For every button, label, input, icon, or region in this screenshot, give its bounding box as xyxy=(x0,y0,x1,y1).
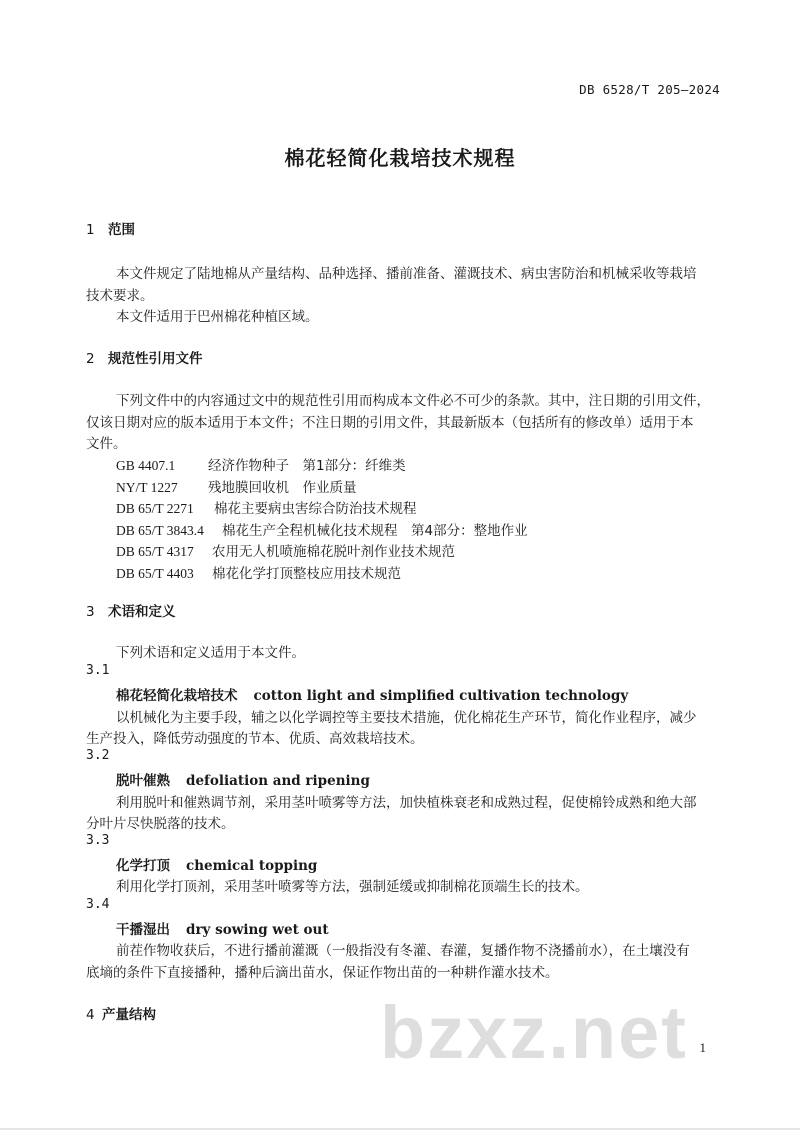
term-zh: 脱叶催熟 xyxy=(116,773,170,789)
reference-title: 棉花主要病虫害综合防治技术规程 xyxy=(214,501,417,517)
reference-code: DB 65/T 4317 xyxy=(116,544,194,559)
reference-code: DB 65/T 4403 xyxy=(116,566,194,581)
term-number: 3.3 xyxy=(86,833,110,848)
term-number: 3.2 xyxy=(86,748,110,763)
reference-code: DB 65/T 3843.4 xyxy=(116,523,204,538)
term-definition: 分叶片尽快脱落的技术。 xyxy=(86,816,235,832)
paragraph: 下列文件中的内容通过文中的规范性引用而构成本文件必不可少的条款。其中，注日期的引用文件， xyxy=(116,393,710,409)
section-number: 4 xyxy=(86,1007,95,1023)
reference-code: GB 4407.1 xyxy=(116,458,176,473)
paragraph: 本文件规定了陆地棉从产量结构、品种选择、播前准备、灌溉技术、病虫害防治和机械采收等栽培 xyxy=(116,266,697,282)
term-zh: 化学打顶 xyxy=(116,858,170,874)
section-number: 2 xyxy=(86,351,95,367)
paragraph: 仅该日期对应的版本适用于本文件；不注日期的引用文件，其最新版本（包括所有的修改单）适用于本 xyxy=(86,415,694,431)
section-2-heading xyxy=(86,347,203,367)
term-definition: 以机械化为主要手段，辅之以化学调控等主要技术措施，优化棉花生产环节，简化作业程序，减少 xyxy=(116,710,697,726)
section-4-heading xyxy=(86,1003,156,1023)
term-en: chemical topping xyxy=(186,858,318,874)
reference-title: 棉花化学打顶整枝应用技术规范 xyxy=(212,566,401,582)
term-zh: 干播湿出 xyxy=(116,922,170,938)
section-3-heading xyxy=(86,600,176,620)
paragraph: 本文件适用于巴州棉花种植区域。 xyxy=(116,309,319,325)
reference-title: 残地膜回收机 作业质量 xyxy=(208,480,357,496)
paragraph: 文件。 xyxy=(86,436,127,452)
term-definition: 利用化学打顶剂，采用茎叶喷雾等方法，强制延缓或抑制棉花顶端生长的技术。 xyxy=(116,879,589,895)
reference-item xyxy=(116,562,401,582)
paragraph: 下列术语和定义适用于本文件。 xyxy=(116,645,305,661)
term-heading xyxy=(116,769,370,789)
term-zh: 棉花轻简化栽培技术 xyxy=(116,688,238,704)
reference-code: NY/T 1227 xyxy=(116,480,178,495)
reference-title: 经济作物种子 第1部分：纤维类 xyxy=(208,458,406,474)
term-definition: 利用脱叶和催熟调节剂，采用茎叶喷雾等方法，加快植株衰老和成熟过程，促使棉铃成熟和绝大部 xyxy=(116,795,697,811)
page-bottom-edge xyxy=(0,1128,800,1130)
term-definition: 生产投入，降低劳动强度的节本、优质、高效栽培技术。 xyxy=(86,731,424,747)
section-title: 范围 xyxy=(108,222,135,238)
reference-item xyxy=(116,497,417,517)
term-heading xyxy=(116,684,628,704)
paragraph: 技术要求。 xyxy=(86,288,154,304)
section-number: 1 xyxy=(86,222,95,238)
section-title: 术语和定义 xyxy=(108,604,176,620)
section-title: 产量结构 xyxy=(102,1007,156,1023)
term-en: cotton light and simplified cultivation technology xyxy=(253,688,629,704)
term-definition: 底墒的条件下直接播种，播种后滴出苗水，保证作物出苗的一种耕作灌水技术。 xyxy=(86,965,559,981)
document-title: 棉花轻简化栽培技术规程 xyxy=(284,146,516,170)
reference-title: 棉花生产全程机械化技术规程 第4部分：整地作业 xyxy=(222,523,528,539)
watermark-logo: bzxz.net xyxy=(380,991,688,1074)
section-1-heading xyxy=(86,218,135,238)
term-en: dry sowing wet out xyxy=(186,922,329,938)
reference-code: DB 65/T 2271 xyxy=(116,501,194,516)
term-heading xyxy=(116,854,317,874)
reference-item xyxy=(116,454,406,474)
page-number: 1 xyxy=(699,1040,706,1055)
reference-item xyxy=(116,540,455,560)
term-en: defoliation and ripening xyxy=(186,773,370,789)
section-number: 3 xyxy=(86,604,95,620)
term-number: 3.1 xyxy=(86,663,110,678)
reference-item xyxy=(116,476,357,496)
term-heading xyxy=(116,918,329,938)
document-code: DB 6528/T 205—2024 xyxy=(579,82,720,97)
section-title: 规范性引用文件 xyxy=(108,351,203,367)
reference-item xyxy=(116,519,528,539)
term-definition: 前茬作物收获后，不进行播前灌溉（一般指没有冬灌、春灌，复播作物不浇播前水），在土壤没有 xyxy=(116,943,690,959)
term-number: 3.4 xyxy=(86,897,110,912)
reference-title: 农用无人机喷施棉花脱叶剂作业技术规范 xyxy=(212,544,455,560)
